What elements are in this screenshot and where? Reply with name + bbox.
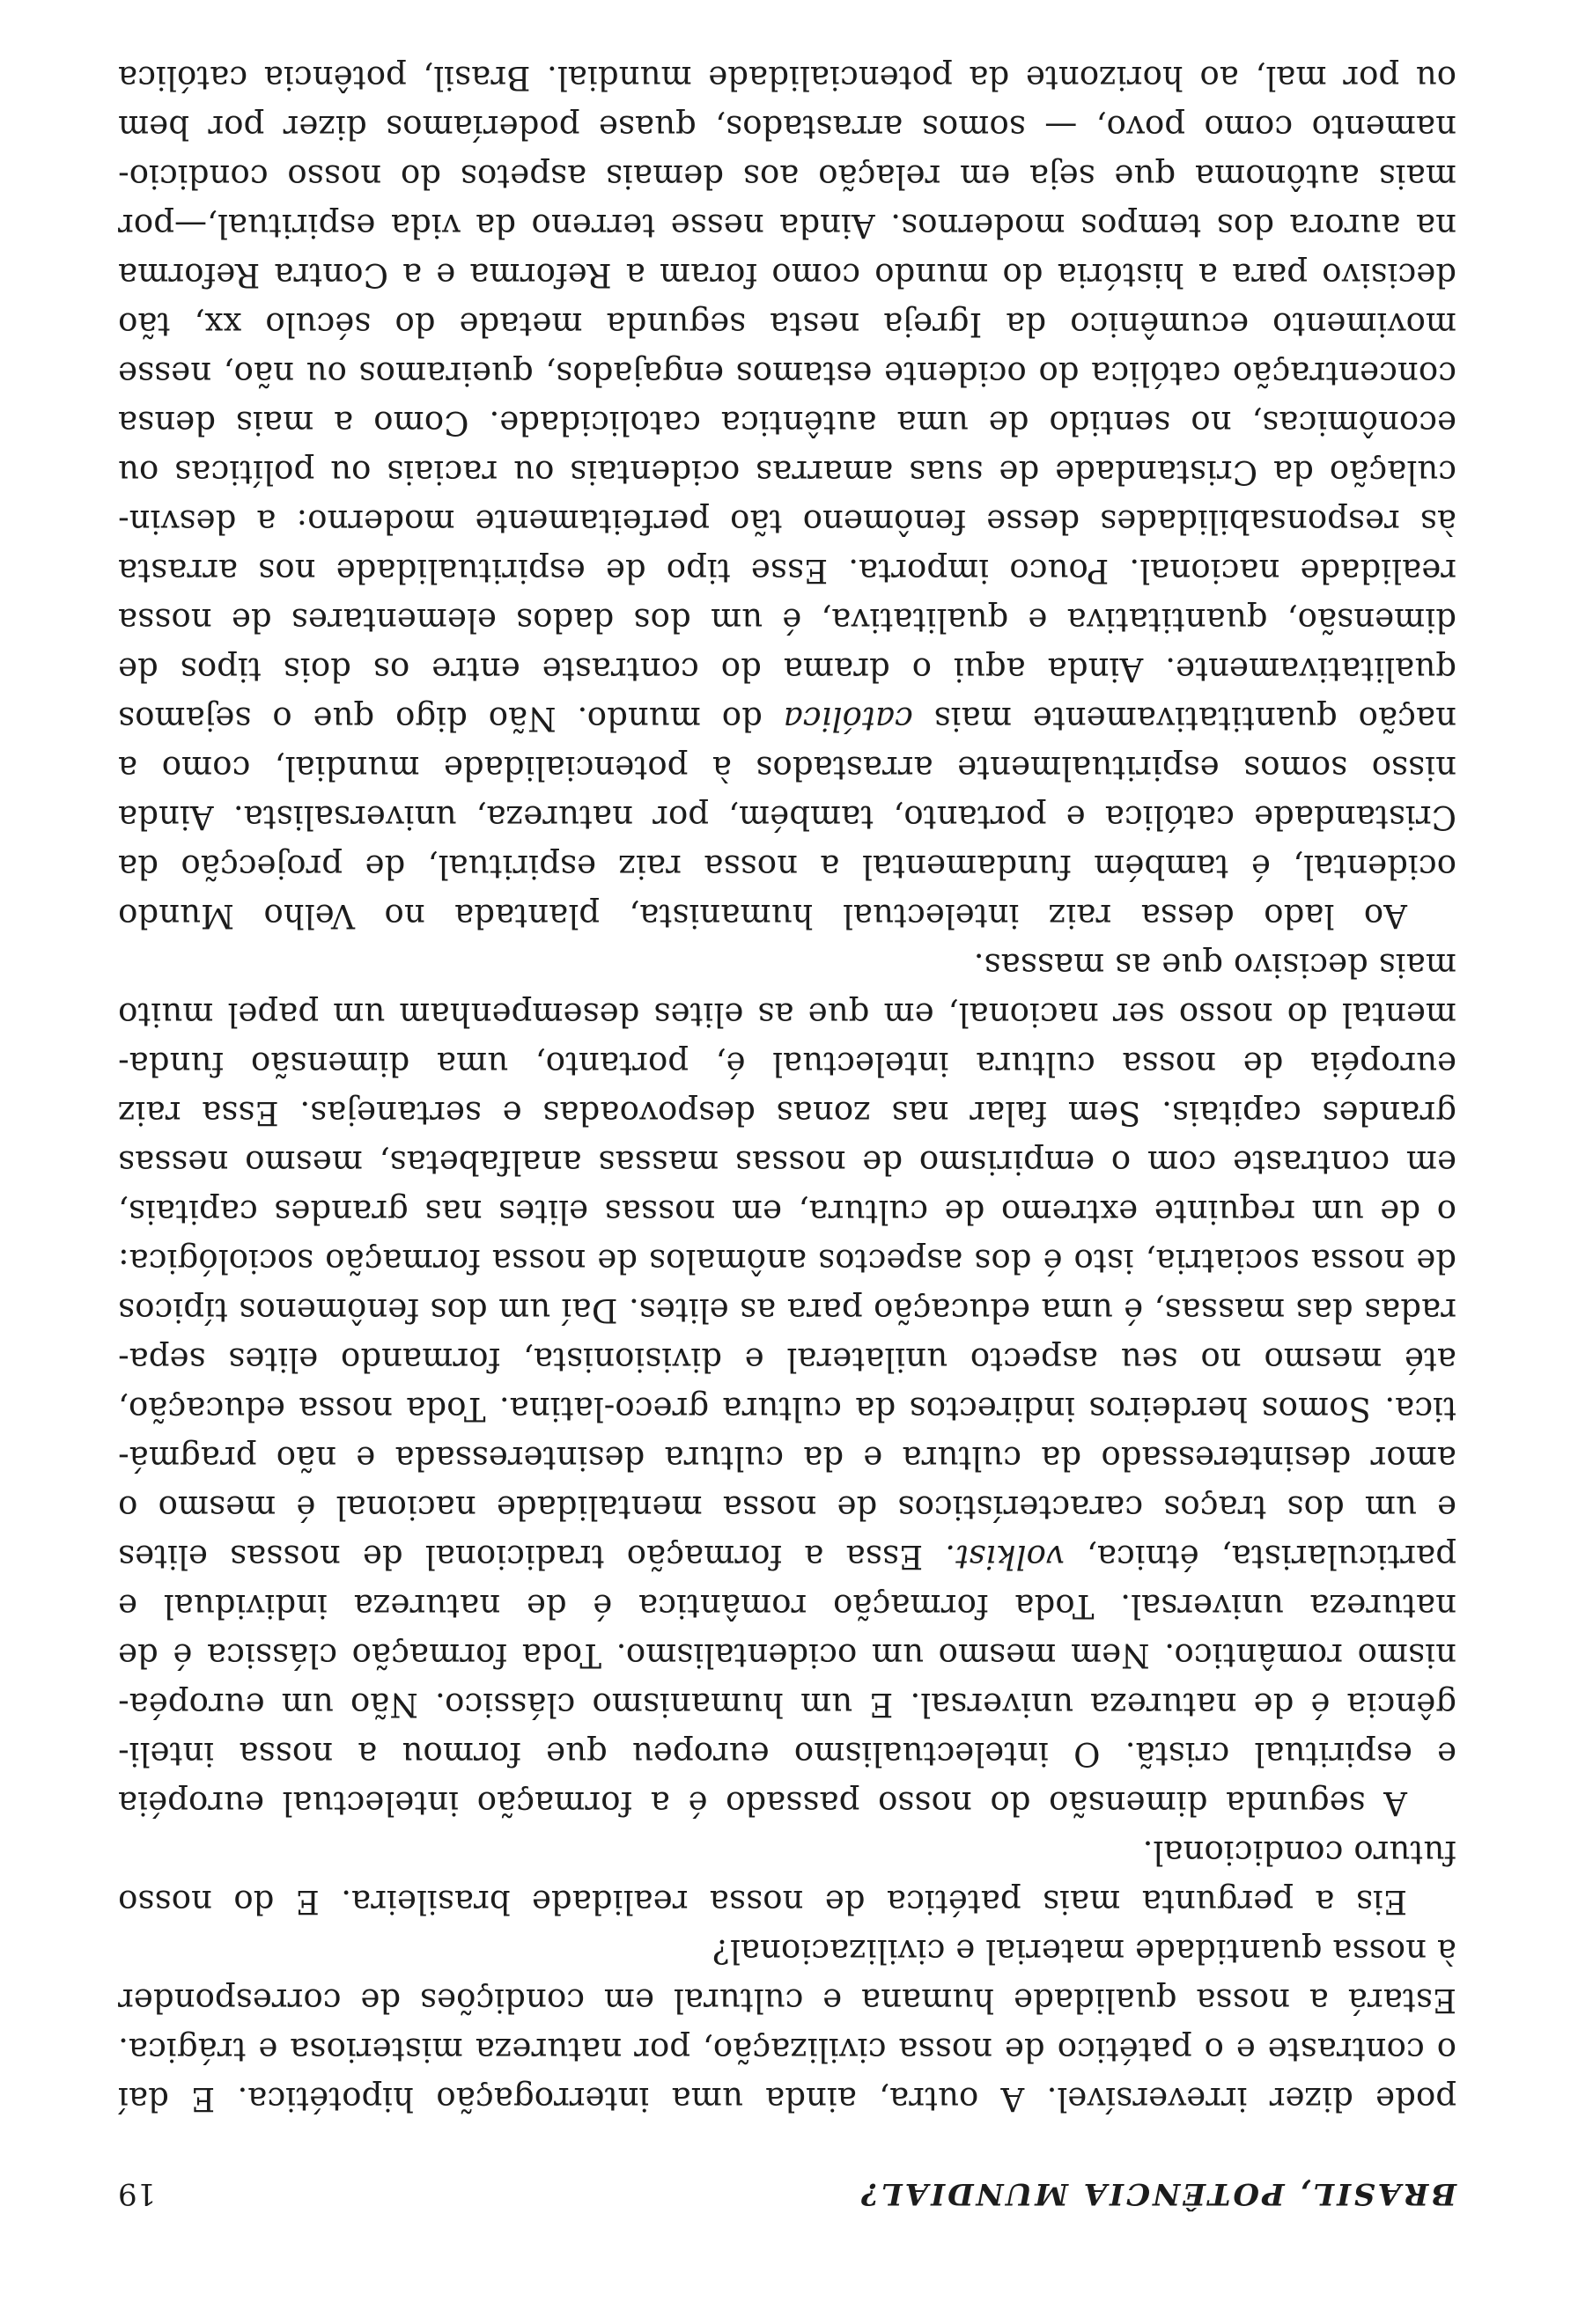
text-line: na aurora dos tempos modernos. Ainda nesse terreno da vida espiritual,—por [118,207,1456,245]
text-line: européia de nossa cultura intelectual é, portanto, uma dimensão funda- [118,1045,1456,1083]
text-line: o de um requinte extremo de cultura, em nossas elites nas grandes capitais, [118,1193,1456,1231]
text-line: e espiritual cristã. O intelectualismo europeu que formou a nossa inteli- [118,1735,1456,1773]
text-line: em contraste com o empirismo de nossas massas analfabetas, mesmo nessas [118,1144,1456,1181]
text-line: amor desinteressado da cultura e da cultura desinteressada e não pragmá- [118,1439,1456,1477]
text-line-with-italic [118,694,1456,743]
text-line: econômicas, no sentido de uma autêntica catolicidade. Como a mais densa [118,404,1456,442]
italic-word: católica [783,700,913,738]
text-line: grandes capitais. Sem falar nas zonas despovoadas e sertanejas. Essa raiz [118,1094,1456,1132]
text-line: movimento ecumênico da Igreja nesta segunda metade do século xx, tão [118,305,1456,343]
text-line: à nossa quantidade material e civilizacional? [712,1932,1456,1970]
text-line: realidade nacional. Pouco importa. Esse tipo de espiritualidade nos arrasta [118,552,1456,590]
text-line: Estará a nossa qualidade humana e cultural em condições de corresponder [118,1982,1456,2019]
text-line-with-italic [118,1532,1456,1581]
text-run: do mundo. Não digo que o sejamos [118,700,784,738]
text-line: namento como povo, — somos arrastados, quase poderíamos dizer por bem [118,108,1456,146]
text-line: às responsabilidades desse fenômeno tão perfeitamente moderno: a desvin- [118,503,1456,541]
text-line: o contraste e o patético de nossa civilização, por natureza misteriosa e trágica. [118,2031,1456,2069]
text-line: pode dizer irreversível. A outra, ainda uma interrogação hipotética. E daí [118,2080,1456,2118]
running-head [118,2176,1456,2211]
text-line: culação da Cristandade de suas amarras ocidentais ou raciais ou políticas ou [118,453,1456,491]
page-number: 19 [118,2176,157,2211]
text-line: nismo romântico. Nem mesmo um ocidentalismo. Toda formação clássica é de [118,1636,1456,1674]
text-line: ocidental, é também fundamental a nossa raiz espiritual, de projecção da [118,848,1456,886]
text-line: gência é de natureza universal. E um humanismo clássico. Não um européa- [118,1686,1456,1724]
text-line: Cristandade católica e portanto, também, por natureza, universalista. Ainda [118,798,1456,836]
paragraph-first-line: Eis a pergunta mais patética de nossa realidade brasileira. E do nosso [118,1883,1407,1921]
text-line: até mesmo no seu aspecto unilateral e divisionista, formando elites sepa- [118,1341,1456,1379]
text-line: decisivo para a história do mundo como foram a Reforma e a Contra Reforma [118,256,1456,294]
italic-word: volkist. [945,1538,1065,1576]
text-line: mental do nosso ser nacional, em que as elites desempenham um papel muito [118,996,1456,1033]
paragraph-first-line: A segunda dimensão do nosso passado é a formação intelectual européia [118,1784,1407,1822]
text-line: mais autônoma que seja em relação aos demais aspetos do nosso condicio- [118,158,1456,195]
text-line: futuro condicional. [1142,1834,1456,1872]
text-line: tica. Somos herdeiros indirectos da cultura greco-latina. Toda nossa educação, [118,1390,1456,1428]
text-line: e um dos traços característicos de nossa mentalidade nacional é mesmo o [118,1489,1456,1526]
text-line: de nossa sociatria, isto é dos aspectos anômalos de nossa formação sociológica: [118,1242,1456,1280]
text-line: dimensão, quantitativa e qualitativa, é um dos dados elementares de nossa [118,601,1456,639]
text-line: natureza universal. Toda formação romântica é de natureza individual e [118,1587,1456,1625]
text-run: Essa a formação tradicional de nossas elites [118,1538,946,1576]
text-run: particularista, étnica, [1064,1538,1456,1576]
text-line: ou por mal, ao horizonte da potencialidade mundial. Brasil, potência católica [118,59,1456,97]
paragraph-first-line: Ao lado dessa raiz intelectual humanista, plantada no Velho Mundo [118,897,1407,935]
running-title: BRASIL, POTÊNCIA MUNDIAL? [858,2176,1456,2211]
text-line: mais decisivo que as massas. [973,946,1456,984]
text-run: nação quantitativamente mais [912,700,1456,738]
body-text [118,53,1456,2123]
text-line: nisso somos espiritualmente arrastados à potencialidade mundial, como a [118,749,1456,787]
text-line: radas das massas, é uma educação para as elites. Daí um dos fenômenos típicos [118,1291,1456,1329]
text-line: concentração católica do ocidente estamos engajados, queiramos ou não, nesse [118,355,1456,393]
text-line: qualitativamente. Ainda aqui o drama do contraste entre os dois tipos de [118,651,1456,688]
